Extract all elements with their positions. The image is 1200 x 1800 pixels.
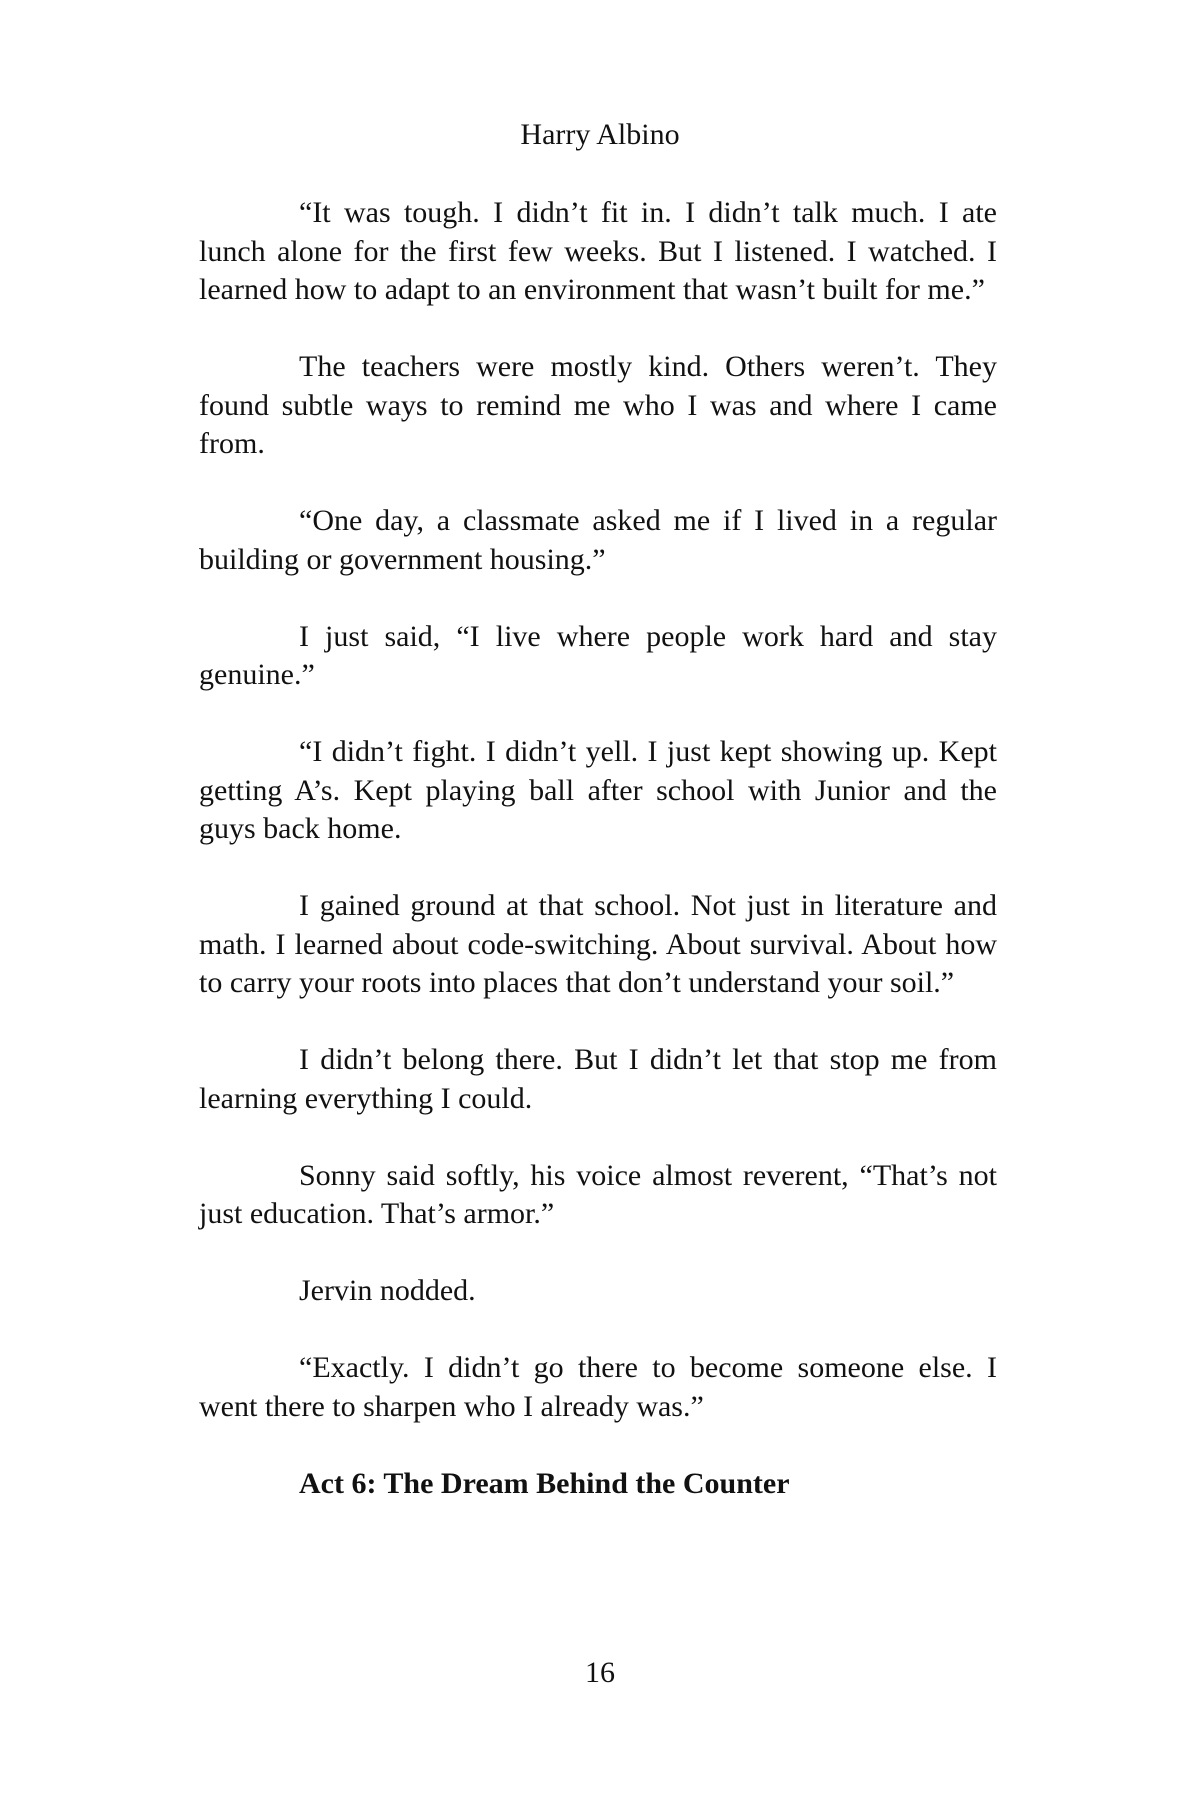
paragraph: “Exactly. I didn’t go there to become someone else. I went there to sharpen who I already was.” bbox=[199, 1351, 997, 1423]
paragraph: “I didn’t fight. I didn’t yell. I just kept showing up. Kept getting A’s. Kept playing ball after school with Junior and the guys back home. bbox=[199, 735, 997, 845]
paragraph: Sonny said softly, his voice almost reverent, “That’s not just education. That’s armor.” bbox=[199, 1158, 997, 1230]
paragraph: Jervin nodded. bbox=[299, 1274, 476, 1307]
running-header-author: Harry Albino bbox=[520, 118, 680, 151]
paragraph: I didn’t belong there. But I didn’t let that stop me from learning everything I could. bbox=[199, 1043, 997, 1115]
paragraph: I gained ground at that school. Not just in literature and math. I learned about code-switching. About survival. About how to carry your roots into places that don’t understand your soil.” bbox=[199, 889, 997, 999]
paragraph: The teachers were mostly kind. Others weren’t. They found subtle ways to remind me who I was and where I came from. bbox=[199, 350, 997, 460]
paragraph: “It was tough. I didn’t fit in. I didn’t talk much. I ate lunch alone for the first few weeks. But I listened. I watched. I learned how to adapt to an environment that wasn’t built for me.” bbox=[199, 196, 997, 306]
paragraph: “One day, a classmate asked me if I lived in a regular building or government housing.” bbox=[199, 504, 997, 576]
page-number: 16 bbox=[585, 1656, 615, 1689]
section-heading: Act 6: The Dream Behind the Counter bbox=[299, 1466, 790, 1500]
paragraph: I just said, “I live where people work hard and stay genuine.” bbox=[199, 619, 997, 691]
body-text bbox=[199, 194, 997, 1503]
